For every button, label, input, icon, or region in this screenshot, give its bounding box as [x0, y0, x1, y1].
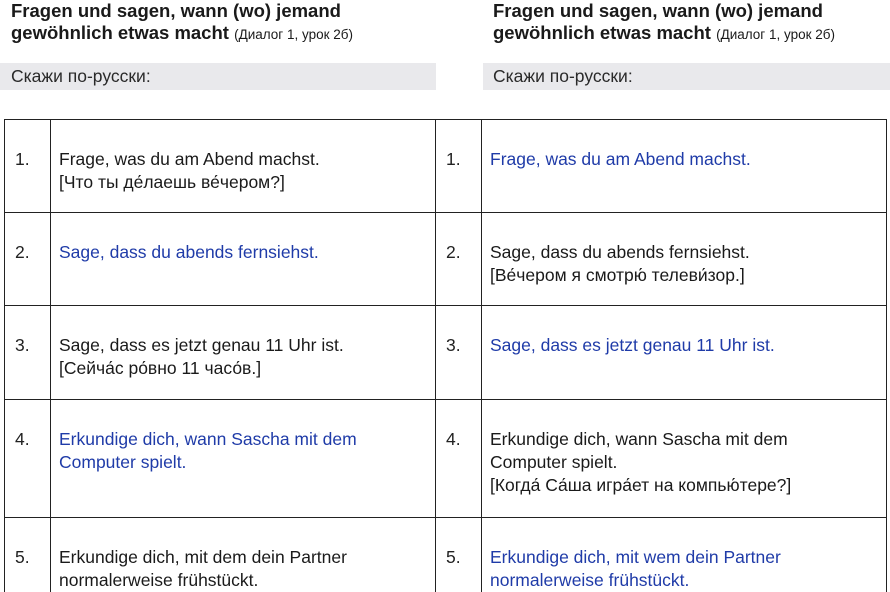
left-title-note: (Диалог 1, урок 2б): [234, 27, 353, 42]
task-prompt: Erkundige dich, mit dem dein Partner: [59, 546, 427, 569]
left-title-line2: gewöhnlich etwas macht: [11, 22, 229, 43]
left-title: [11, 0, 431, 46]
right-header: [493, 0, 888, 46]
row-number-right: 1.: [436, 120, 482, 213]
table-row: [5, 306, 887, 400]
row-number-left: 2.: [5, 213, 51, 306]
task-cell-left: [51, 400, 436, 518]
row-number-left: 3.: [5, 306, 51, 400]
right-title-note: (Диалог 1, урок 2б): [716, 27, 835, 42]
table-row: [5, 120, 887, 213]
task-prompt: Sage, dass es jetzt genau 11 Uhr ist.: [490, 334, 878, 357]
task-cell-right: [482, 518, 887, 592]
task-prompt-cont: Computer spielt.: [490, 451, 878, 474]
left-header: [11, 0, 431, 46]
task-cell-left: [51, 306, 436, 400]
task-prompt: Erkundige dich, mit wem dein Partner: [490, 546, 878, 569]
right-instruction: Скажи по-русски:: [483, 63, 890, 90]
right-title-line1: Fragen und sagen, wann (wo) jemand: [493, 0, 823, 21]
task-cell-right: [482, 213, 887, 306]
row-number-left: 4.: [5, 400, 51, 518]
row-number-left: 5.: [5, 518, 51, 592]
task-cell-right: [482, 120, 887, 213]
row-number-left: 1.: [5, 120, 51, 213]
task-answer: [Когда́ Са́ша игра́ет на компью́тере?]: [490, 474, 878, 497]
task-cell-left: [51, 213, 436, 306]
task-prompt: Frage, was du am Abend machst.: [59, 148, 427, 171]
table-row: [5, 518, 887, 592]
task-answer: [Ве́чером я смотрю́ телеви́зор.]: [490, 264, 878, 287]
right-title: [493, 0, 888, 46]
row-number-right: 5.: [436, 518, 482, 592]
row-number-right: 3.: [436, 306, 482, 400]
task-prompt: Sage, dass du abends fernsiehst.: [490, 241, 878, 264]
task-cell-right: [482, 306, 887, 400]
task-prompt-cont: normalerweise frühstückt.: [490, 569, 878, 592]
task-cell-right: [482, 400, 887, 518]
table-row: [5, 400, 887, 518]
task-prompt: Sage, dass du abends fernsiehst.: [59, 241, 427, 264]
task-prompt: Sage, dass es jetzt genau 11 Uhr ist.: [59, 334, 427, 357]
left-title-line1: Fragen und sagen, wann (wo) jemand: [11, 0, 341, 21]
task-answer: [Что ты де́лаешь ве́чером?]: [59, 171, 427, 194]
table-row: [5, 213, 887, 306]
task-prompt-cont: normalerweise frühstückt.: [59, 569, 427, 592]
task-prompt: Erkundige dich, wann Sascha mit dem: [59, 428, 427, 451]
task-prompt: Erkundige dich, wann Sascha mit dem: [490, 428, 878, 451]
task-answer: [Сейча́с ро́вно 11 часо́в.]: [59, 357, 427, 380]
task-cell-left: [51, 120, 436, 213]
right-title-line2: gewöhnlich etwas macht: [493, 22, 711, 43]
tasks-table: [4, 119, 887, 592]
task-prompt: Frage, was du am Abend machst.: [490, 148, 878, 171]
row-number-right: 4.: [436, 400, 482, 518]
task-prompt-cont: Computer spielt.: [59, 451, 427, 474]
row-number-right: 2.: [436, 213, 482, 306]
task-cell-left: [51, 518, 436, 592]
left-instruction: Скажи по-русски:: [0, 63, 436, 90]
